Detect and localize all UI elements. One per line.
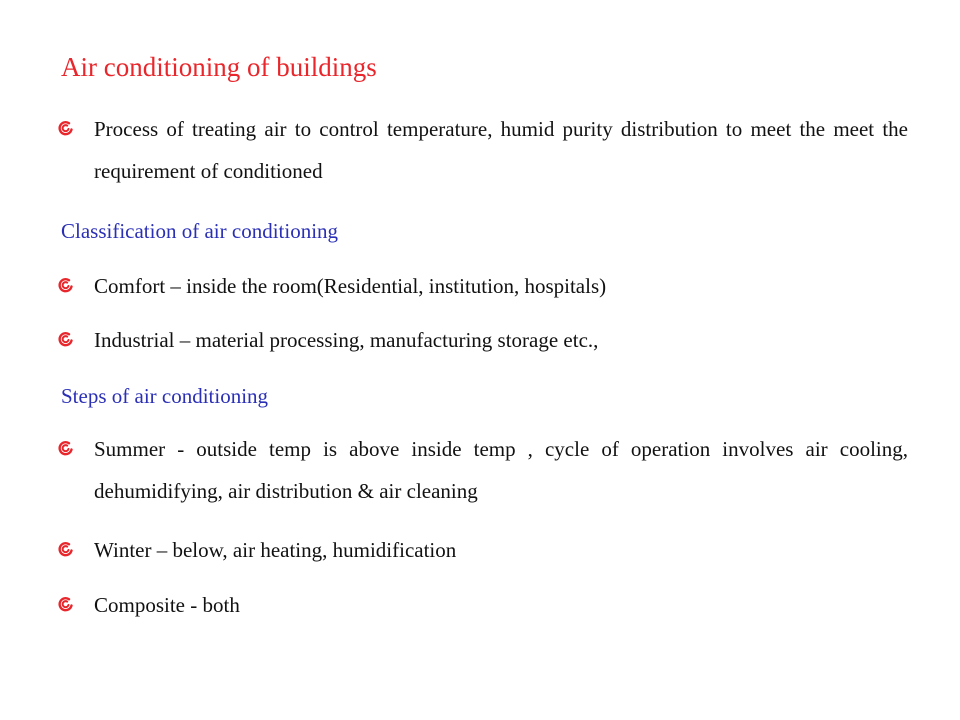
- swirl-bullet-icon: [58, 596, 74, 612]
- bullet-item: [58, 428, 908, 512]
- section-heading: Classification of air conditioning: [61, 219, 339, 243]
- bullet-text: Winter – below, air heating, humidification: [94, 538, 457, 562]
- swirl-bullet-icon: [58, 120, 74, 136]
- swirl-bullet-icon: [58, 277, 74, 293]
- swirl-bullet-icon: [58, 331, 74, 347]
- bullet-item: [58, 265, 908, 307]
- section-heading: Steps of air conditioning: [61, 384, 269, 408]
- bullet-text: Summer - outside temp is above inside temp , cycle of operation involves air cooling, dehumidifying, air distribution & air cleaning: [94, 437, 908, 503]
- swirl-bullet-icon: [58, 440, 74, 456]
- slide-title: Air conditioning of buildings: [61, 52, 377, 82]
- bullet-text: Industrial – material processing, manufacturing storage etc.,: [94, 328, 599, 352]
- bullet-text: Process of treating air to control temperature, humid purity distribution to meet the meet the requirement of conditioned: [94, 117, 908, 183]
- bullet-item: [58, 108, 908, 192]
- swirl-bullet-icon: [58, 541, 74, 557]
- bullet-text: Composite - both: [94, 593, 240, 617]
- bullet-text: Comfort – inside the room(Residential, institution, hospitals): [94, 274, 607, 298]
- bullet-item: [58, 529, 908, 571]
- bullet-item: [58, 319, 908, 361]
- bullet-item: [58, 584, 908, 626]
